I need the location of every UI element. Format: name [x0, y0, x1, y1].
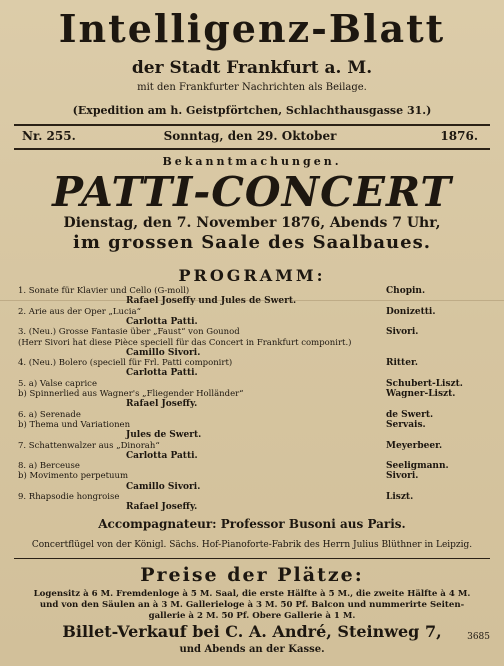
- prices-line-1: Logensitz à 6 M. Fremdenloge à 5 M. Saal, die erste Hälfte à 5 M., die zweite Hälfte à 4 M.: [33, 589, 471, 599]
- composer-name: de Swert.: [386, 409, 434, 420]
- masthead-title: Intelligenz-Blatt: [58, 6, 446, 51]
- performer-name: Carlotta Patti.: [126, 368, 198, 379]
- performer-name: Rafael Joseffy.: [126, 502, 198, 513]
- ad-number: 3685: [467, 632, 490, 642]
- composer-name: Liszt.: [386, 492, 414, 502]
- composer-name: Donizetti.: [386, 306, 436, 317]
- accompanist: Accompagnateur: Professor Busoni aus Paris.: [98, 517, 406, 531]
- program-piece: 6. a) Serenade: [18, 409, 81, 420]
- concert-title: PATTI-CONCERT: [52, 168, 452, 216]
- composer-name: Sivori.: [386, 327, 419, 338]
- program-piece: 8. a) Berceuse: [18, 461, 80, 472]
- prices-rule: [14, 558, 490, 559]
- program-heading: PROGRAMM:: [178, 266, 326, 285]
- issue-rule: [14, 148, 490, 150]
- program-piece: 4. (Neu.) Bolero (speciell für Frl. Patti componirt): [18, 358, 233, 369]
- program-piece: b) Movimento perpetuum: [18, 471, 129, 482]
- composer-name: Sivori.: [386, 471, 419, 482]
- concert-date: Dienstag, den 7. November 1876, Abends 7 Uhr,: [63, 215, 441, 231]
- performer-name: Carlotta Patti.: [126, 450, 198, 461]
- prices-line-3: gallerie à 2 M. 50 Pf. Obere Gallerie à 1 M.: [148, 611, 356, 621]
- composer-name: Ritter.: [386, 358, 418, 369]
- masthead-rule: [14, 124, 490, 126]
- issue-year: 1876.: [440, 129, 478, 143]
- piano-note: Concertflügel von der Königl. Sächs. Hof-Pianoforte-Fabrik des Herrn Julius Blüthner in Leipzig.: [31, 540, 473, 550]
- composer-name: Wagner-Liszt.: [386, 389, 456, 399]
- composer-name: Schubert-Liszt.: [386, 378, 463, 389]
- masthead-supplement: mit den Frankfurter Nachrichten als Beilage.: [137, 82, 367, 93]
- program-piece: (Herr Sivori hat diese Pièce speciell für das Concert in Frankfurt componirt.): [18, 337, 352, 348]
- masthead-subtitle: der Stadt Frankfurt a. M.: [131, 58, 373, 78]
- prices-heading: Preise der Plätze:: [140, 564, 364, 586]
- paper-crease: [0, 300, 504, 301]
- composer-name: Seeligmann.: [386, 461, 449, 472]
- program-piece: 1. Sonate für Klavier und Cello (G-moll): [18, 286, 190, 296]
- performer-name: Jules de Swert.: [126, 430, 202, 441]
- ticket-box-office: und Abends an der Kasse.: [179, 644, 325, 655]
- program-piece: 9. Rhapsodie hongroise: [18, 492, 120, 502]
- concert-venue: im grossen Saale des Saalbaues.: [73, 232, 431, 253]
- program-piece: 5. a) Valse caprice: [18, 378, 97, 389]
- program-piece: 3. (Neu.) Grosse Fantasie über „Faust“ von Gounod: [18, 327, 240, 338]
- program-piece: 7. Schattenwalzer aus „Dinorah“: [18, 440, 160, 451]
- issue-number: Nr. 255.: [22, 129, 76, 143]
- masthead-expedition: (Expedition am h. Geistpförtchen, Schlachthausgasse 31.): [72, 104, 432, 117]
- performer-name: Rafael Joseffy.: [126, 399, 198, 410]
- performer-name: Carlotta Patti.: [126, 316, 198, 327]
- issue-date: Sonntag, den 29. Oktober: [163, 129, 337, 143]
- prices-line-2: und von den Säulen an à 3 M. Gallerieloge à 3 M. 50 Pf. Balcon und nummerirte Seiten-: [39, 600, 465, 610]
- performer-name: Camillo Sivori.: [126, 481, 201, 492]
- composer-name: Chopin.: [386, 286, 426, 296]
- program-piece: b) Spinnerlied aus Wagner's „Fliegender Holländer“: [18, 389, 244, 399]
- composer-name: Servais.: [386, 419, 426, 430]
- performer-name: Rafael Joseffy und Jules de Swert.: [126, 296, 297, 307]
- program-piece: b) Thema und Variationen: [18, 419, 131, 430]
- issue-row: [22, 129, 478, 145]
- program-piece: 2. Arie aus der Oper „Lucia“: [18, 306, 141, 317]
- performer-name: Camillo Sivori.: [126, 347, 201, 358]
- announcements-heading: Bekanntmachungen.: [162, 155, 342, 168]
- composer-name: Meyerbeer.: [386, 440, 443, 451]
- ticket-sales: Billet-Verkauf bei C. A. André, Steinweg 7,: [62, 622, 442, 641]
